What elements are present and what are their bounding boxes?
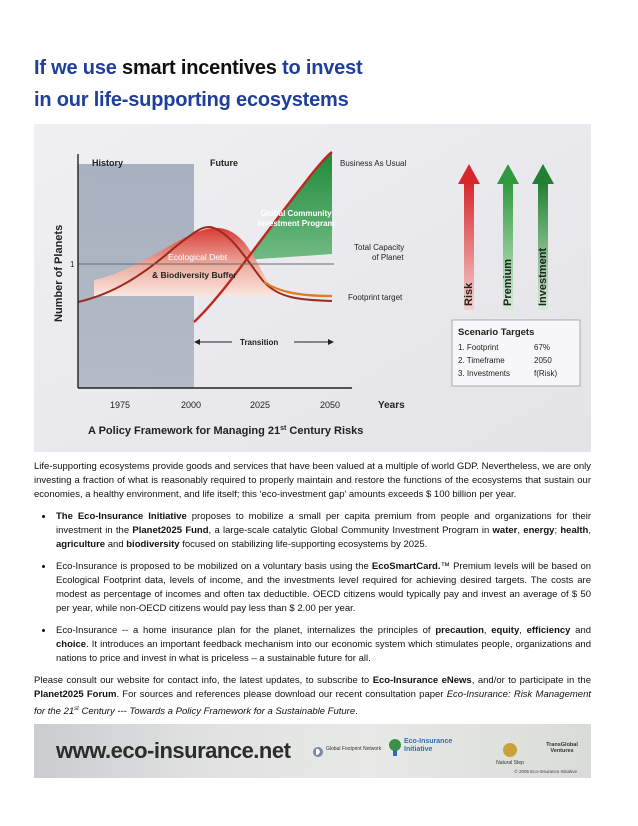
x-tick-2050: 2050 <box>320 400 341 410</box>
bullet-principles: • Eco-Insurance -- a home insurance plan for the planet, internalizes the principles of precaution, equity, efficiency and choice. It introduces an important feedback mechanism into our economic system which stimulates people, organizations and nations to price and invest in what is priceless – a sustainable future for all. <box>54 624 591 666</box>
bullet-initiative: • The Eco-Insurance Initiative proposes to mobilize a small per capita premium from people and organizations for their investment in the Planet2025 Fund, a large-scale catalytic Global Community Investment Program in water, energy; health, agriculture and biodiversity focused on stabilizing life-supporting ecosystems by 2025. <box>54 510 591 552</box>
headline-line-2: in our life-supporting ecosystems <box>34 89 349 111</box>
x-tick-2000: 2000 <box>181 400 202 410</box>
scenario-row-name: 1. Footprint <box>458 343 499 352</box>
page-headline <box>34 52 454 116</box>
headline-text: to invest <box>276 57 363 79</box>
website-url[interactable]: www.eco-insurance.net <box>56 738 291 763</box>
headline-line-1 <box>34 52 454 84</box>
label-ecological-debt: Ecological Debt <box>168 252 228 262</box>
label-future: Future <box>210 158 238 168</box>
paper-title: Eco-Insurance: Risk Management for the 21st Century --- Towards a Policy Framework for a Sustainable Future <box>34 689 591 718</box>
scenario-title: Scenario Targets <box>458 327 535 338</box>
arrow-label-risk: Risk <box>463 282 475 306</box>
scenario-row-name: 2. Timeframe <box>458 356 505 365</box>
policy-framework-figure <box>34 124 591 452</box>
logo-natural-step: Natural Step <box>490 742 530 766</box>
body-text <box>34 460 591 727</box>
figure-caption: A Policy Framework for Managing 21st Century Risks <box>88 425 364 437</box>
label-capacity-1: Total Capacity <box>354 243 405 252</box>
logo-transglobal-ventures: TransGlobal Ventures <box>546 742 578 754</box>
x-tick-2025: 2025 <box>250 400 271 410</box>
footer-banner <box>34 724 591 778</box>
label-gcip-2: Investment Program <box>257 219 335 228</box>
bullet-list <box>34 510 591 666</box>
arrow-label-investment: Investment <box>537 247 549 306</box>
x-axis-label: Years <box>378 400 405 411</box>
headline-emphasis: smart incentives <box>122 57 277 79</box>
label-capacity-2: of Planet <box>372 253 404 262</box>
label-business-as-usual: Business As Usual <box>340 159 407 168</box>
logo-eco-insurance-initiative: Eco-Insurance Initiative <box>404 738 474 754</box>
eco-insurance-logo-icon <box>388 738 402 756</box>
natural-step-logo-icon <box>499 742 521 758</box>
y-axis-label: Number of Planets <box>53 224 65 322</box>
scenario-targets-box <box>452 320 580 386</box>
label-footprint-target: Footprint target <box>348 293 403 302</box>
copyright-notice: © 2006 Eco-Insurance Initiative <box>514 769 577 774</box>
headline-text: If we use <box>34 57 123 79</box>
scenario-row-name: 3. Investments <box>458 369 511 378</box>
footprint-logo-icon <box>312 746 324 758</box>
logo-global-footprint-network: Global Footprint Network <box>326 746 382 752</box>
scenario-row-value: f(Risk) <box>534 369 558 378</box>
label-one: 1 <box>70 260 75 269</box>
label-gcip-1: Global Community <box>260 209 332 218</box>
label-biodiversity-buffer: & Biodiversity Buffer <box>152 270 237 280</box>
bullet-ecosmartcard: • Eco-Insurance is proposed to be mobilized on a voluntary basis using the EcoSmartCard.™ Premium levels will be based on Ecological Footprint data, levels of income, and the investments level required for achieving desired targets. The costs are modest as percentage of incomes and often tax deductible. OECD citizens would typically pay and invest an average of $ 50 per year, while non-OECD citizens would pay less than $ 2.00 per year. <box>54 560 591 616</box>
x-tick-1975: 1975 <box>110 400 131 410</box>
policy-framework-diagram <box>34 124 591 452</box>
intro-paragraph: Life-supporting ecosystems provide goods and services that have been valued at a multiple of world GDP. Nevertheless, we are only investing a fraction of what is reasonably required to properly maintain and restore the functions of the ecosystems that sustain our economies, a healthy environment, and life itself; this ‘eco-investment gap’ amounts exceeds $ 100 billion per year. <box>34 461 591 500</box>
scenario-row-value: 67% <box>534 343 551 352</box>
label-transition: Transition <box>240 338 279 347</box>
scenario-row-value: 2050 <box>534 356 552 365</box>
arrow-label-premium: Premium <box>502 258 514 306</box>
closing-paragraph: Please consult our website for contact info, the latest updates, to subscribe to Eco-Insurance eNews, and/or to participate in the Planet2025 Forum. For sources and references please download our recent consultation paper Eco-Insurance: Risk Management for the 21st Century --- Towards a Policy Framework for a Sustainable Future. <box>34 675 591 718</box>
label-history: History <box>92 158 124 168</box>
